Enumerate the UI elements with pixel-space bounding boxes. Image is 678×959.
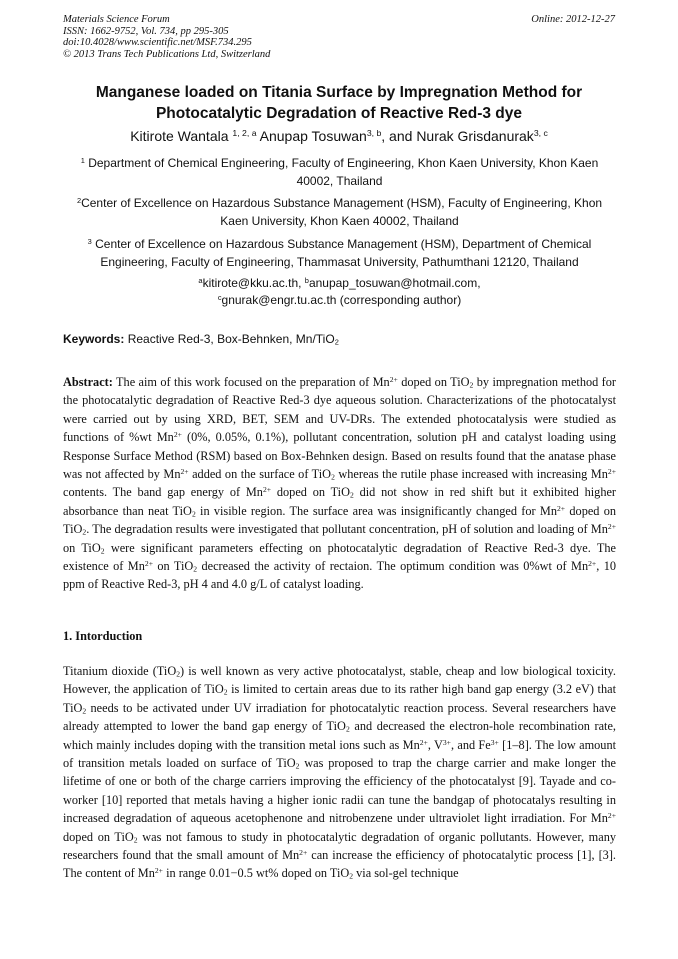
abstract-text: whereas the rutile phase increased with increasing Mn	[338, 467, 608, 482]
journal-header	[63, 14, 270, 60]
keywords-label: Keywords:	[63, 332, 125, 346]
author-name: Kitirote Wantala	[130, 128, 229, 144]
superscript: 2+	[154, 866, 163, 876]
subscript: 2	[193, 564, 198, 574]
abstract-text: doped on TiO	[63, 503, 617, 537]
paper-title	[40, 82, 638, 124]
journal-copyright: © 2013 Trans Tech Publications Ltd, Switzerland	[63, 48, 271, 60]
abstract-text: decreased the activity of rectaion. The optimum condition was 0%wt of Mn	[201, 559, 589, 574]
email-mark: c	[217, 292, 222, 302]
abstract-text: . The degradation results were investigated that pollutant concentration, pH of solution and loading of Mn	[86, 522, 608, 537]
paper-title-line-1: Manganese loaded on Titania Surface by Impregnation Method for	[95, 84, 583, 101]
affiliation-mark: 2	[76, 195, 82, 205]
superscript: 2+	[299, 847, 308, 857]
superscript: 3+	[490, 737, 499, 747]
author-name: Nurak Grisdanurak	[416, 128, 534, 144]
subscript: 2	[469, 380, 474, 390]
superscript: 2+	[607, 811, 616, 821]
subscript: 2	[100, 546, 105, 556]
author-mark: 3, b	[366, 128, 382, 139]
superscript: 2+	[173, 430, 182, 440]
superscript: 3+	[442, 737, 451, 747]
email-mark: a	[198, 275, 203, 285]
abstract-text: (0%, 0.05%, 0.1%), pollutant concentration, solution pH and catalyst loading using Response Surface Method (RSM) based on Box-Behnken design. Based on results found that the anatase phase was not affected by Mn	[63, 430, 617, 482]
email-link[interactable]: gnurak@engr.tu.ac.th (corresponding author)	[221, 293, 462, 307]
superscript: 2+	[389, 374, 398, 384]
superscript: 2+	[607, 466, 616, 476]
abstract-text: contents. The band gap energy of Mn	[63, 485, 263, 500]
affiliation-3	[63, 236, 616, 271]
subscript: 2	[133, 835, 138, 845]
abstract-text: on TiO	[157, 559, 194, 574]
subscript: 2	[349, 490, 354, 500]
author-mark: 3, c	[533, 128, 548, 139]
online-date: Online: 2012-12-27	[531, 14, 615, 25]
subscript: 2	[223, 687, 228, 697]
affiliation-text: Department of Chemical Engineering, Faculty of Engineering, Khon Kaen University, Khon Kaen 40002, Thailand	[88, 156, 599, 188]
author-mark: 1, 2, a	[232, 128, 257, 139]
journal-issn: ISSN: 1662-9752, Vol. 734, pp 295-305	[63, 25, 229, 37]
introduction-paragraph	[63, 662, 616, 883]
affiliation-text: Center of Excellence on Hazardous Substance Management (HSM), Department of Chemical Engineering, Faculty of Engineering, Thammasat University, Pathumthani 12120, Thailand	[95, 237, 592, 269]
abstract-text: The aim of this work focused on the preparation of Mn	[116, 375, 390, 389]
subscript: 2	[191, 509, 196, 519]
paper-title-line-2: Photocatalytic Degradation of Reactive Red-3 dye	[155, 105, 523, 122]
superscript: 2+	[144, 558, 153, 568]
body-text: was proposed to trap the charge carrier and make longer the lifetime of one or both of the charge carriers improving the efficiency of the photocatalyst [9]. Tayade and co-worker [10] reported that metals having a higher ionic radii can tune the bandgap of photocatalys resulting in increased degradation of aqueous acetophenone and nitrobenzene under ultraviolet light irradiation. For Mn	[63, 756, 617, 826]
abstract-label: Abstract:	[63, 375, 113, 389]
affiliation-1	[63, 155, 616, 190]
superscript: 2+	[262, 485, 272, 495]
abstract-text: by impregnation method for the photocatalytic degradation of Reactive Red-3 dye aqueous solution. Characterizations of the photocatalyst were carried out by using XRD, BET, SEM and UV-DRs. The extended photocatalysis were studied as functions of %wt Mn	[63, 375, 617, 445]
body-text: needs to be activated under UV irradiation for photocatalytic reaction process. Several researchers have already attempted to lower the band gap energy of TiO	[63, 700, 616, 734]
abstract	[63, 373, 616, 594]
body-text: [1–8]. The low amount of transition metals loaded on surface of TiO	[63, 737, 617, 771]
keywords	[63, 331, 616, 347]
abstract-text: added on the surface of TiO	[192, 467, 332, 482]
abstract-text: doped on TiO	[276, 485, 350, 500]
subscript: 2	[345, 724, 350, 734]
affiliation-mark: 3	[87, 236, 92, 246]
affiliation-text: Center of Excellence on Hazardous Substance Management (HSM), Faculty of Engineering, Khon Kaen University, Khon Kaen 40002, Thailand	[81, 196, 603, 228]
body-text: Titanium dioxide (TiO	[63, 664, 177, 678]
affiliation-mark: 1	[80, 155, 85, 165]
body-text: is limited to certain areas due to its rather high band gap energy (3.2 eV) that TiO	[63, 682, 616, 715]
subscript: 2	[176, 669, 181, 679]
body-text: , and Fe	[450, 737, 491, 752]
superscript: 2+	[180, 466, 189, 476]
email-link[interactable]: kitirote@kku.ac.th,	[202, 276, 302, 290]
subscript: 2	[334, 337, 339, 347]
body-text: was not famous to study in photocatalytic degradation of organic pollutants. However, many researchers found that the small amount of Mn	[63, 829, 616, 863]
journal-name: Materials Science Forum	[63, 14, 170, 25]
body-text: ) is well known as very active photocatalyst, stable, cheap and low biological toxicity. However, the application of TiO	[63, 664, 616, 697]
superscript: 2+	[419, 737, 428, 747]
journal-doi: doi:10.4028/www.scientific.net/MSF.734.295	[63, 37, 252, 48]
superscript: 2+	[588, 558, 597, 568]
body-text: , V	[427, 737, 443, 752]
email-mark: b	[304, 275, 309, 285]
subscript: 2	[349, 871, 354, 881]
abstract-text: on TiO	[63, 540, 101, 555]
author-name: Anupap Tosuwan	[259, 128, 367, 144]
superscript: 2+	[557, 503, 566, 513]
section-heading: 1. Intorduction	[63, 629, 143, 643]
abstract-text: did not show in red shift but it exhibited higher absorbance than neat TiO	[63, 485, 617, 518]
email-link[interactable]: anupap_tosuwan@hotmail.com,	[308, 276, 481, 290]
superscript: 2+	[607, 522, 616, 532]
email-line-2	[63, 292, 616, 309]
subscript: 2	[82, 706, 87, 716]
body-text: doped on TiO	[63, 829, 134, 844]
abstract-text: doped on TiO	[401, 375, 470, 389]
body-text: can increase the efficiency of photocatalytic process [1], [3]. The content of Mn	[63, 848, 616, 881]
subscript: 2	[295, 761, 300, 771]
body-text: via sol-gel technique	[356, 866, 459, 881]
author-list	[40, 127, 638, 145]
subscript: 2	[331, 472, 335, 482]
subscript: 2	[82, 527, 87, 537]
affiliation-2	[63, 195, 616, 230]
abstract-text: , 10 ppm of Reactive Red-3, pH 4 and 4.0 g/L of catalyst loading.	[63, 559, 616, 592]
author-emails	[63, 275, 616, 309]
body-text: in range 0.01−0.5 wt% doped on TiO	[166, 866, 350, 881]
keywords-text: Reactive Red-3, Box-Behnken, Mn/TiO	[127, 332, 335, 346]
author-separator: , and	[381, 128, 413, 144]
body-text: and decreased the electron-hole recombination rate, which mainly includes doping with the transition metal ions such as Mn	[63, 719, 616, 752]
abstract-text: were significant parameters effecting on photocatalytic degradation of Reactive Red-3 dye. The existence of Mn	[63, 540, 616, 574]
abstract-text: in visible region. The surface area was insignificantly changed for Mn	[200, 503, 557, 518]
email-line-1	[63, 275, 616, 292]
